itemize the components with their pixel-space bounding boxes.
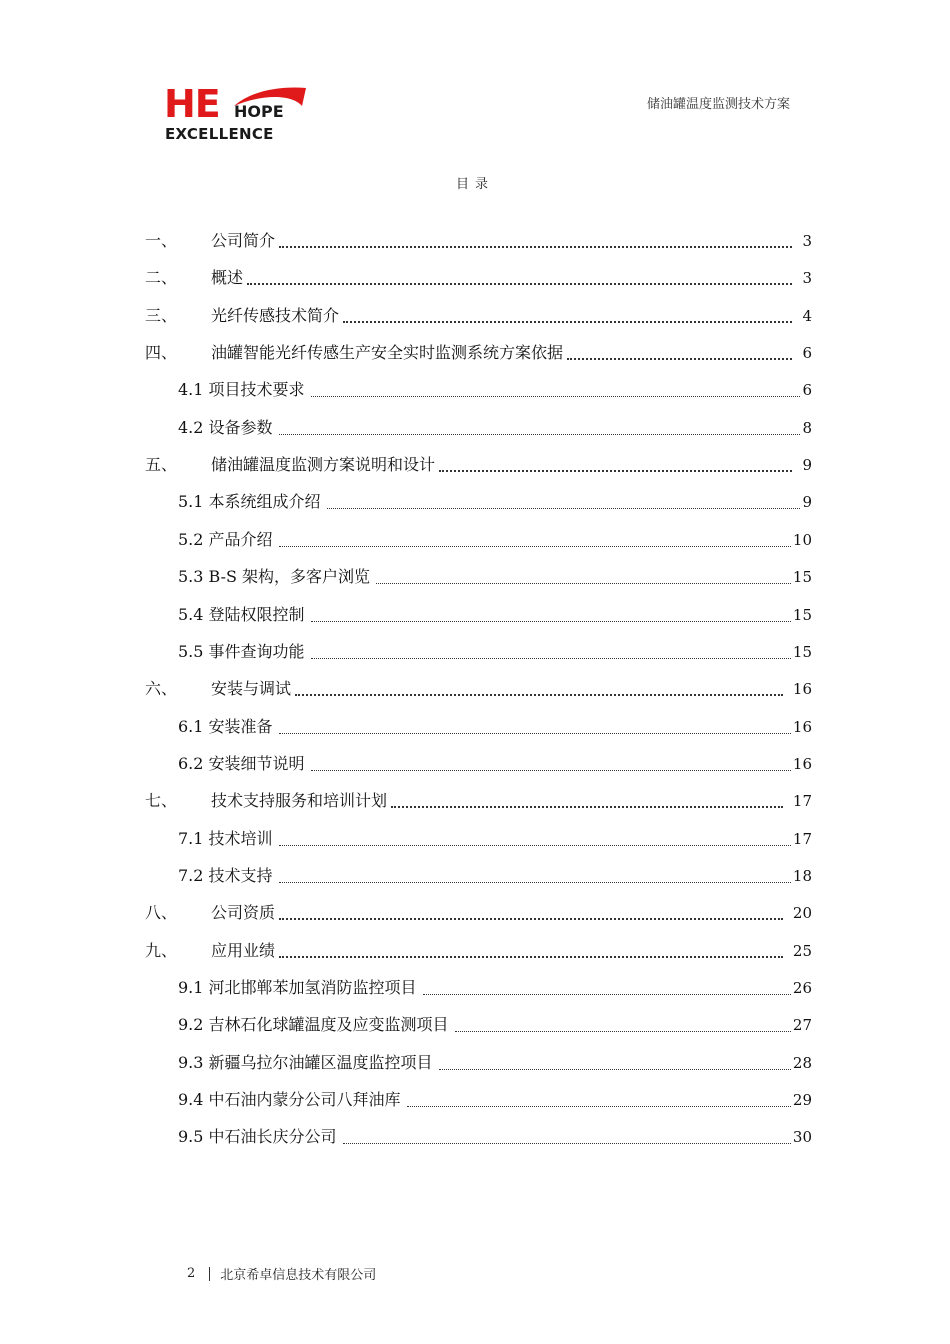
toc-entry-label: 9.5 中石油长庆分公司 <box>178 1127 337 1147</box>
toc-entry-page: 3 <box>802 269 812 288</box>
toc-entry-number: 五、 <box>145 455 178 475</box>
toc-leader-dots <box>343 1143 791 1144</box>
toc-entry-page: 20 <box>792 904 812 923</box>
toc-leader-dots <box>311 770 791 771</box>
toc-entry-label: 5.5 事件查询功能 <box>178 641 305 661</box>
toc-entry[interactable] <box>145 782 812 819</box>
toc-entry[interactable] <box>178 820 812 857</box>
toc-entry-number: 二、 <box>145 268 178 288</box>
toc-entry-page: 27 <box>792 1016 812 1035</box>
toc-leader-dots <box>376 583 791 584</box>
toc-entry-page: 6 <box>802 381 812 400</box>
toc-entry-page: 10 <box>792 530 812 549</box>
toc-entry-number: 三、 <box>145 305 178 325</box>
toc-entry[interactable] <box>178 969 812 1006</box>
toc-entry[interactable] <box>178 558 812 595</box>
toc-entry-label: 9.2 吉林石化球罐温度及应变监测项目 <box>178 1015 449 1035</box>
toc-entry-label: 应用业绩 <box>211 940 276 960</box>
toc-leader-dots <box>439 470 792 472</box>
toc-entry-label: 4.2 设备参数 <box>178 417 273 437</box>
toc-entry-label: 7.2 技术支持 <box>178 865 273 885</box>
toc-entry[interactable] <box>145 670 812 707</box>
toc-entry[interactable] <box>178 483 812 520</box>
toc-entry-label: 5.2 产品介绍 <box>178 529 273 549</box>
toc-entry[interactable] <box>178 1081 812 1118</box>
toc-leader-dots <box>279 733 791 734</box>
toc-leader-dots <box>279 882 791 883</box>
toc-leader-dots <box>279 918 783 920</box>
toc-entry[interactable] <box>178 521 812 558</box>
toc-entry-page: 15 <box>792 605 812 624</box>
toc-entry-label: 技术支持服务和培训计划 <box>211 791 388 811</box>
toc-leader-dots <box>343 321 792 323</box>
toc-heading: 目录 <box>455 177 494 192</box>
toc-entry-number: 四、 <box>145 343 178 363</box>
toc-entry-number: 六、 <box>145 679 178 699</box>
toc-entry-number: 九、 <box>145 940 178 960</box>
toc-leader-dots <box>279 956 783 958</box>
toc-leader-dots <box>279 434 801 435</box>
toc-leader-dots <box>311 621 791 622</box>
toc-entry-page: 17 <box>792 829 812 848</box>
toc-entry-label: 公司简介 <box>211 231 276 250</box>
toc-entry-number: 一、 <box>145 231 178 250</box>
toc-entry-label: 公司资质 <box>211 903 276 923</box>
toc-entry-page: 16 <box>792 680 812 699</box>
company-logo <box>164 84 309 146</box>
toc-entry-label: 概述 <box>211 268 244 288</box>
toc-entry[interactable] <box>145 297 812 334</box>
toc-entry[interactable] <box>178 857 812 894</box>
toc-entry-label: 9.3 新疆乌拉尔油罐区温度监控项目 <box>178 1052 433 1072</box>
toc-leader-dots <box>311 396 801 397</box>
toc-entry[interactable] <box>178 409 812 446</box>
toc-entry[interactable] <box>178 745 812 782</box>
toc-entry[interactable] <box>178 371 812 408</box>
toc-entry-page: 16 <box>792 717 812 736</box>
toc-entry-page: 6 <box>802 344 812 363</box>
toc-entry[interactable] <box>145 259 812 296</box>
toc-entry[interactable] <box>145 446 812 483</box>
toc-leader-dots <box>407 1106 791 1107</box>
toc-entry-page: 4 <box>802 306 812 325</box>
toc-entry[interactable] <box>178 708 812 745</box>
toc-entry-label: 9.4 中石油内蒙分公司八拜油库 <box>178 1090 401 1110</box>
toc-entry-label: 5.4 登陆权限控制 <box>178 604 305 624</box>
toc-entry-page: 9 <box>802 493 812 512</box>
toc-entry-label: 光纤传感技术简介 <box>211 305 340 325</box>
toc-entry[interactable] <box>178 596 812 633</box>
toc-leader-dots <box>423 994 791 995</box>
logo-hope-text: HOPE <box>234 102 284 121</box>
toc-leader-dots <box>295 694 783 696</box>
toc-leader-dots <box>247 283 792 285</box>
toc-entry-page: 26 <box>792 979 812 997</box>
toc-entry-label: 5.1 本系统组成介绍 <box>178 492 321 512</box>
toc-leader-dots <box>279 546 791 547</box>
toc-leader-dots <box>567 358 792 360</box>
toc-entry[interactable] <box>178 1006 812 1043</box>
toc-entry-label: 5.3 B-S 架构，多客户浏览 <box>178 567 371 587</box>
toc-entry[interactable] <box>145 222 812 259</box>
toc-leader-dots <box>311 658 791 659</box>
toc-entry-label: 6.2 安装细节说明 <box>178 753 305 773</box>
toc-entry-label: 9.1 河北邯郸苯加氢消防监控项目 <box>178 978 417 997</box>
toc-entry-number: 八、 <box>145 903 178 923</box>
page-number: 2 <box>187 1266 196 1281</box>
toc-entry-page: 28 <box>792 1053 812 1072</box>
toc-entry-page: 8 <box>802 418 812 437</box>
toc-entry-page: 30 <box>792 1128 812 1147</box>
toc-entry[interactable] <box>145 334 812 371</box>
page-footer <box>187 1264 376 1283</box>
toc-entry-page: 15 <box>792 642 812 661</box>
toc-entry-page: 9 <box>802 456 812 475</box>
footer-company: 北京希卓信息技术有限公司 <box>220 1268 377 1283</box>
footer-separator <box>209 1267 210 1281</box>
toc-entry-page: 17 <box>792 792 812 811</box>
toc-entry-label: 7.1 技术培训 <box>178 828 273 848</box>
toc-entry-page: 18 <box>792 866 812 885</box>
logo-he-text: HE <box>164 82 220 126</box>
toc-entry-label: 4.1 项目技术要求 <box>178 380 305 400</box>
toc-entry-page: 16 <box>792 754 812 773</box>
toc-leader-dots <box>327 508 801 509</box>
toc-entry-label: 6.1 安装准备 <box>178 716 273 736</box>
toc-entry-page: 15 <box>792 568 812 587</box>
toc-entry-page: 29 <box>792 1091 812 1110</box>
toc-entry-number: 七、 <box>145 791 178 811</box>
toc-leader-dots <box>279 246 792 248</box>
toc-entry-label: 储油罐温度监测方案说明和设计 <box>211 455 436 475</box>
logo-excellence-text: EXCELLENCE <box>165 125 274 143</box>
toc-entry[interactable] <box>178 1044 812 1081</box>
toc-leader-dots <box>439 1069 791 1070</box>
toc-entry[interactable] <box>178 633 812 670</box>
toc-leader-dots <box>391 806 783 808</box>
toc-entry-page: 25 <box>792 941 812 960</box>
document-title: 储油罐温度监测技术方案 <box>646 97 790 112</box>
toc-entry[interactable] <box>145 932 812 969</box>
toc-leader-dots <box>279 845 791 846</box>
toc-entry-label: 安装与调试 <box>211 679 292 699</box>
toc-entry-label: 油罐智能光纤传感生产安全实时监测系统方案依据 <box>211 343 564 363</box>
toc-entry[interactable] <box>178 1118 812 1155</box>
toc-leader-dots <box>455 1031 791 1032</box>
toc-entry[interactable] <box>145 894 812 931</box>
toc-entry-page: 3 <box>802 232 812 250</box>
